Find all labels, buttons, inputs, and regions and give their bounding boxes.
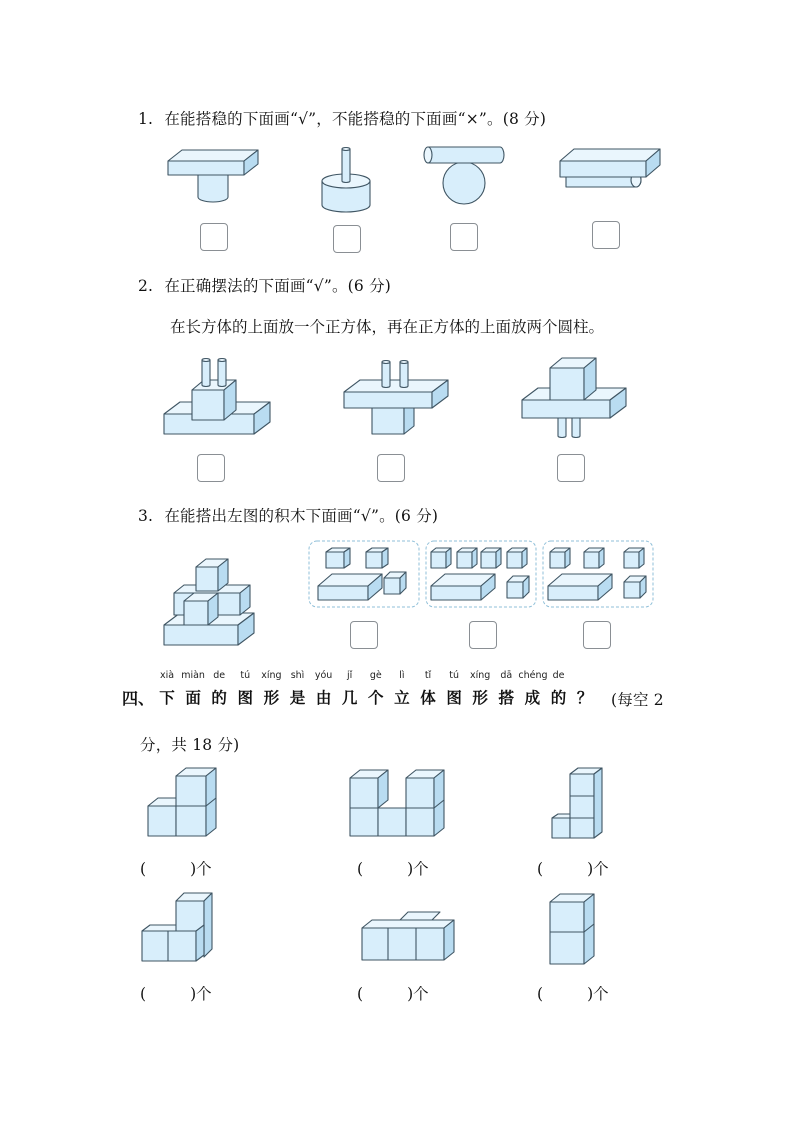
section-4-pinyin: yóu: [314, 670, 333, 681]
section-4-heading-char: 个: [368, 689, 384, 707]
section-4-pinyin: xíng: [470, 670, 491, 681]
q2-figure-option-3: [520, 354, 630, 446]
section-4-pinyin: gè: [369, 670, 382, 681]
section-4-pinyin: xià: [159, 670, 175, 681]
s4-figure-6: [548, 892, 598, 966]
question-2-number: 2.: [138, 277, 154, 295]
s4-answer-2[interactable]: [357, 857, 429, 879]
q2-answer-box-1[interactable]: [197, 454, 225, 482]
section-4-pinyin: de: [552, 670, 565, 681]
section-4-heading-char: ？: [576, 689, 593, 707]
q3-answer-box-2[interactable]: [469, 621, 497, 649]
q1-answer-box-1[interactable]: [200, 223, 228, 251]
section-4-heading-char: 图: [237, 689, 254, 707]
s4-answer-3[interactable]: [537, 857, 609, 879]
question-1-title: [138, 107, 546, 129]
blank-open: (: [357, 985, 364, 1003]
blank-open: (: [140, 860, 147, 878]
q2-answer-box-3[interactable]: [557, 454, 585, 482]
s4-figure-1: [146, 768, 220, 840]
q1-figure-slab-on-lying-cylinder: [556, 145, 666, 195]
section-4-pinyin: tǐ: [424, 670, 432, 681]
q1-answer-box-4[interactable]: [592, 221, 620, 249]
section-4-pinyin: chéng: [518, 670, 548, 681]
s4-answer-6[interactable]: [537, 982, 609, 1004]
section-4-heading-char: 体: [420, 689, 436, 707]
question-2-text: 在正确摆法的下面画“√”。(6 分): [164, 277, 392, 295]
blank-open: (: [537, 860, 544, 878]
q3-option-group-2: [425, 540, 537, 608]
blank-close: )个: [407, 985, 429, 1003]
q1-figure-slab-on-cylinder: [160, 145, 270, 215]
q3-option-group-3: [542, 540, 654, 608]
section-4-heading-char: 的: [211, 689, 227, 707]
section-4-heading-char: 下: [159, 689, 175, 707]
question-2-title: [138, 274, 391, 296]
section-4-score-a: (每空 2: [611, 691, 664, 709]
section-4-heading-char: 由: [315, 689, 332, 707]
section-4-heading-char: 几: [341, 689, 358, 707]
question-1-number: 1.: [138, 110, 154, 128]
section-4-pinyin: miàn: [181, 670, 205, 681]
blank-close: )个: [587, 860, 609, 878]
question-3-text: 在能搭出左图的积木下面画“√”。(6 分): [164, 507, 439, 525]
s4-answer-4[interactable]: [140, 982, 212, 1004]
q2-figure-option-1: [162, 354, 272, 444]
q1-answer-box-2[interactable]: [333, 225, 361, 253]
question-3-number: 3.: [138, 507, 154, 525]
section-4-heading-char: 形: [263, 689, 280, 707]
section-4-pinyin: shì: [290, 670, 305, 681]
question-1-text: 在能搭稳的下面画“√”，不能搭稳的下面画“×”。(8 分): [164, 110, 547, 128]
blank-close: )个: [587, 985, 609, 1003]
section-4-heading-char: 图: [446, 689, 462, 707]
q1-figure-cylinder-on-sphere: [420, 143, 510, 215]
section-4-heading-char: 搭: [498, 689, 515, 707]
question-2-note: 在长方体的上面放一个正方体，再在正方体的上面放两个圆柱。: [170, 318, 605, 336]
s4-figure-3: [550, 768, 606, 840]
s4-answer-1[interactable]: [140, 857, 212, 879]
section-4-heading-char: 是: [289, 689, 306, 707]
s4-figure-2: [348, 770, 448, 840]
q1-answer-box-3[interactable]: [450, 223, 478, 251]
blank-close: )个: [190, 860, 212, 878]
section-4-pinyin: tú: [449, 670, 459, 681]
blank-open: (: [537, 985, 544, 1003]
section-4-heading-char: 形: [472, 689, 488, 707]
section-4-pinyin: lì: [399, 670, 405, 681]
q3-option-group-1: [308, 540, 420, 608]
blank-close: )个: [407, 860, 429, 878]
section-4-prefix: 四、: [122, 689, 155, 708]
section-4-pinyin: de: [213, 670, 226, 681]
blank-open: (: [357, 860, 364, 878]
q3-answer-box-1[interactable]: [350, 621, 378, 649]
section-4-heading-char: 的: [550, 689, 567, 707]
s4-figure-4: [140, 893, 216, 965]
q1-figure-rod-on-cylinder: [318, 145, 378, 217]
section-4-heading-char: 面: [185, 689, 201, 707]
q2-figure-option-2: [342, 356, 452, 438]
section-4-pinyin: dā: [500, 670, 513, 681]
q2-answer-box-2[interactable]: [377, 454, 405, 482]
section-4-pinyin: jǐ: [347, 670, 353, 681]
blank-open: (: [140, 985, 147, 1003]
section-4-score-b: 分，共 18 分): [140, 736, 240, 754]
q3-target-figure: [162, 555, 262, 650]
section-4-pinyin: tú: [240, 670, 251, 681]
s4-figure-5: [360, 912, 460, 966]
blank-close: )个: [190, 985, 212, 1003]
section-4-pinyin: xíng: [261, 670, 282, 681]
s4-answer-5[interactable]: [357, 982, 429, 1004]
q3-answer-box-3[interactable]: [583, 621, 611, 649]
section-4-heading-char: 立: [394, 689, 410, 707]
section-4-heading-char: 成: [524, 689, 541, 707]
question-3-title: [138, 504, 438, 526]
